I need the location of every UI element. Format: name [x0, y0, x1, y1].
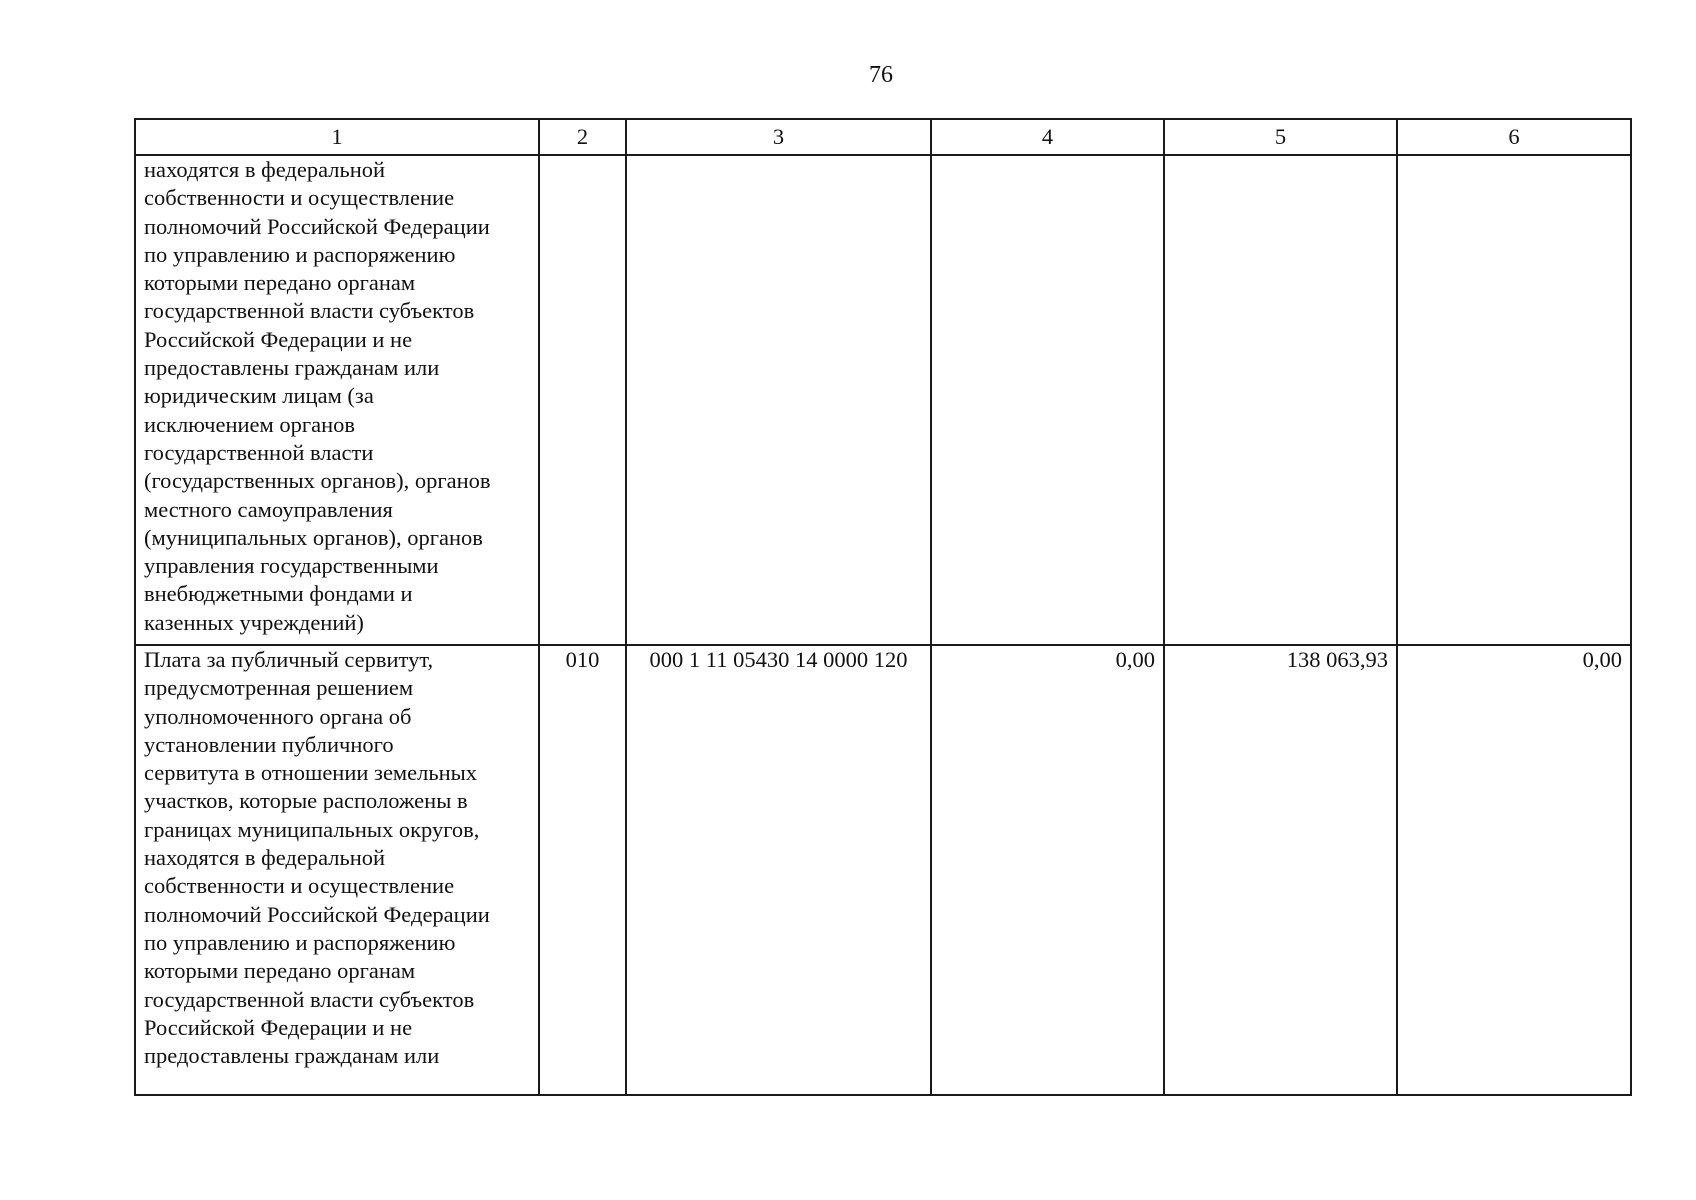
description-line: Российской Федерации и не: [144, 326, 413, 352]
description-line: предоставлены гражданам или: [144, 1043, 440, 1069]
amount-col-6-cell: [1397, 155, 1631, 645]
description-line: участков, которые расположены в: [144, 788, 468, 814]
description-line: (государственных органов), органов: [144, 468, 491, 494]
description-cell: [135, 645, 539, 1095]
header-col-2: 2: [539, 119, 626, 155]
amount-col-4-cell: [931, 155, 1164, 645]
header-col-1: 1: [135, 119, 539, 155]
amount-col-5-cell: [1164, 155, 1397, 645]
description-line: предоставлены гражданам или: [144, 355, 440, 381]
kbk-cell: [626, 155, 931, 645]
header-col-5: 5: [1164, 119, 1397, 155]
description-line: казенных учреждений): [144, 609, 364, 635]
description-line: по управлению и распоряжению: [144, 241, 456, 267]
description-line: находятся в федеральной: [144, 157, 386, 182]
table-header-row: [135, 119, 1631, 155]
description-line: местного самоуправления: [144, 496, 393, 522]
header-col-6: 6: [1397, 119, 1631, 155]
description-line: которыми передано органам: [144, 270, 416, 296]
code-cell: [539, 155, 626, 645]
revenue-table: [134, 118, 1632, 1096]
description-cell: [135, 155, 539, 645]
description-line: государственной власти субъектов: [144, 986, 475, 1012]
description-line: полномочий Российской Федерации: [144, 901, 490, 927]
description-line: предусмотренная решением: [144, 675, 414, 701]
page-number: 76: [869, 62, 893, 88]
code-cell: 010: [539, 645, 626, 1095]
description-line: (муниципальных органов), органов: [144, 524, 483, 550]
kbk-cell: 000 1 11 05430 14 0000 120: [626, 645, 931, 1095]
description-line: юридическим лицам (за: [144, 383, 374, 409]
table-row: [135, 645, 1631, 1095]
description-line: Российской Федерации и не: [144, 1014, 413, 1040]
description-line: управления государственными: [144, 553, 439, 579]
description-line: установлении публичного: [144, 731, 394, 757]
header-col-4: 4: [931, 119, 1164, 155]
description-line: уполномоченного органа об: [144, 703, 412, 729]
amount-col-4-cell: 0,00: [931, 645, 1164, 1095]
description-line: собственности и осуществление: [144, 185, 455, 211]
description-line: собственности и осуществление: [144, 873, 455, 899]
description-line: внебюджетными фондами и: [144, 581, 413, 607]
amount-col-5-cell: 138 063,93: [1164, 645, 1397, 1095]
description-line: которыми передано органам: [144, 958, 416, 984]
description-line: Плата за публичный сервитут,: [144, 647, 434, 672]
description-line: по управлению и распоряжению: [144, 929, 456, 955]
description-line: государственной власти субъектов: [144, 298, 475, 324]
description-line: государственной власти: [144, 439, 374, 465]
header-col-3: 3: [626, 119, 931, 155]
description-line: находятся в федеральной: [144, 845, 386, 871]
description-line: полномочий Российской Федерации: [144, 213, 490, 239]
table-row: [135, 155, 1631, 645]
amount-col-6-cell: 0,00: [1397, 645, 1631, 1095]
description-line: исключением органов: [144, 411, 356, 437]
description-line: границах муниципальных округов,: [144, 816, 480, 842]
description-line: сервитута в отношении земельных: [144, 760, 478, 786]
